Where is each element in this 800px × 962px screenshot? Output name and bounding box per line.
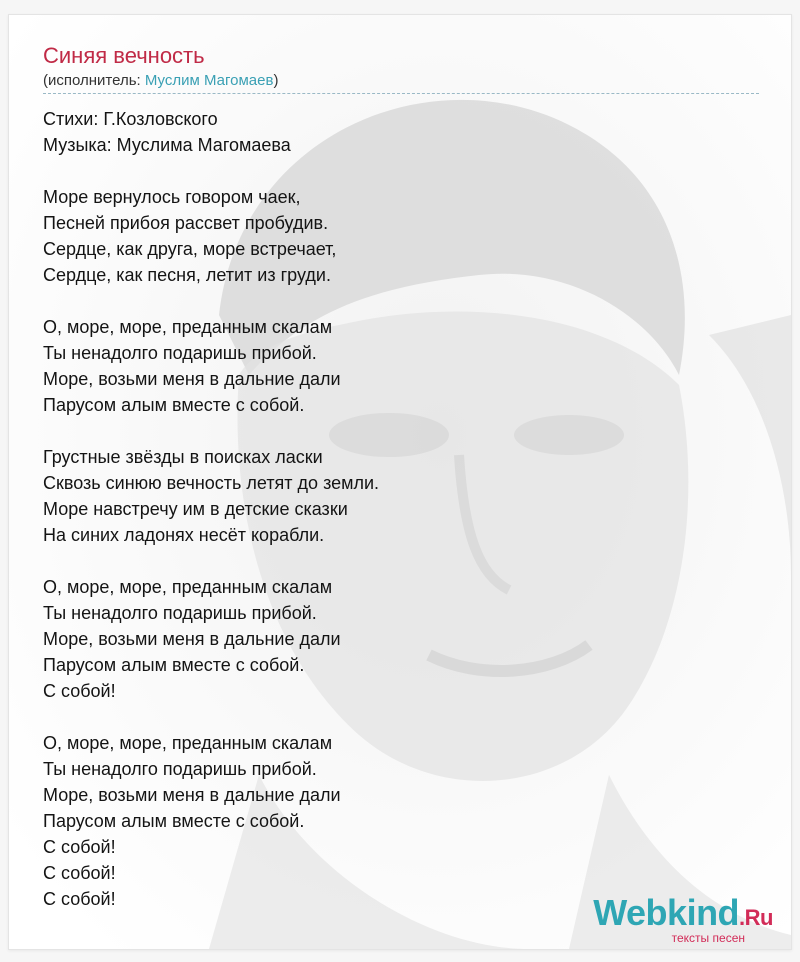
lyric-line: Сквозь синюю вечность летят до земли. xyxy=(43,473,380,493)
song-header xyxy=(43,41,791,91)
lyric-line: Парусом алым вместе с собой. xyxy=(43,655,305,675)
lyric-line: Море вернулось говором чаек, xyxy=(43,187,301,207)
artist-suffix: ) xyxy=(273,72,279,89)
lyric-line: О, море, море, преданным скалам xyxy=(43,733,333,753)
lyric-line: Парусом алым вместе с собой. xyxy=(43,395,305,415)
artist-line xyxy=(43,71,791,91)
lyric-line: О, море, море, преданным скалам xyxy=(43,577,333,597)
lyric-line: Грустные звёзды в поисках ласки xyxy=(43,447,323,467)
lyric-line: С собой! xyxy=(43,837,116,857)
site-logo[interactable] xyxy=(593,894,773,945)
lyric-line: Музыка: Муслима Магомаева xyxy=(43,135,291,155)
logo-tld: .Ru xyxy=(739,905,773,930)
lyric-line: Море, возьми меня в дальние дали xyxy=(43,785,341,805)
lyrics-card xyxy=(8,14,792,950)
artist-prefix: (исполнитель: xyxy=(43,72,145,89)
header-divider xyxy=(43,93,759,94)
lyric-line: Сердце, как друга, море встречает, xyxy=(43,239,337,259)
lyric-line: О, море, море, преданным скалам xyxy=(43,317,333,337)
lyric-line: С собой! xyxy=(43,889,116,909)
logo-tagline: тексты песен xyxy=(671,931,745,945)
artist-link[interactable]: Муслим Магомаев xyxy=(144,72,274,89)
lyric-line: Парусом алым вместе с собой. xyxy=(43,811,305,831)
lyric-line: С собой! xyxy=(43,681,116,701)
lyric-line: Ты ненадолго подаришь прибой. xyxy=(43,343,317,363)
song-title: Синяя вечность xyxy=(43,43,205,68)
lyrics-text xyxy=(43,106,379,912)
lyric-line: С собой! xyxy=(43,863,116,883)
lyric-line: На синих ладонях несёт корабли. xyxy=(43,525,325,545)
lyric-line: Море, возьми меня в дальние дали xyxy=(43,629,341,649)
lyric-line: Стихи: Г.Козловского xyxy=(43,109,218,129)
lyric-line: Песней прибоя рассвет пробудив. xyxy=(43,213,329,233)
lyric-line: Море, возьми меня в дальние дали xyxy=(43,369,341,389)
lyric-line: Море навстречу им в детские сказки xyxy=(43,499,348,519)
logo-main-text: Webkind xyxy=(593,892,740,933)
lyric-line: Ты ненадолго подаришь прибой. xyxy=(43,759,317,779)
lyric-line: Сердце, как песня, летит из груди. xyxy=(43,265,331,285)
lyric-line: Ты ненадолго подаришь прибой. xyxy=(43,603,317,623)
